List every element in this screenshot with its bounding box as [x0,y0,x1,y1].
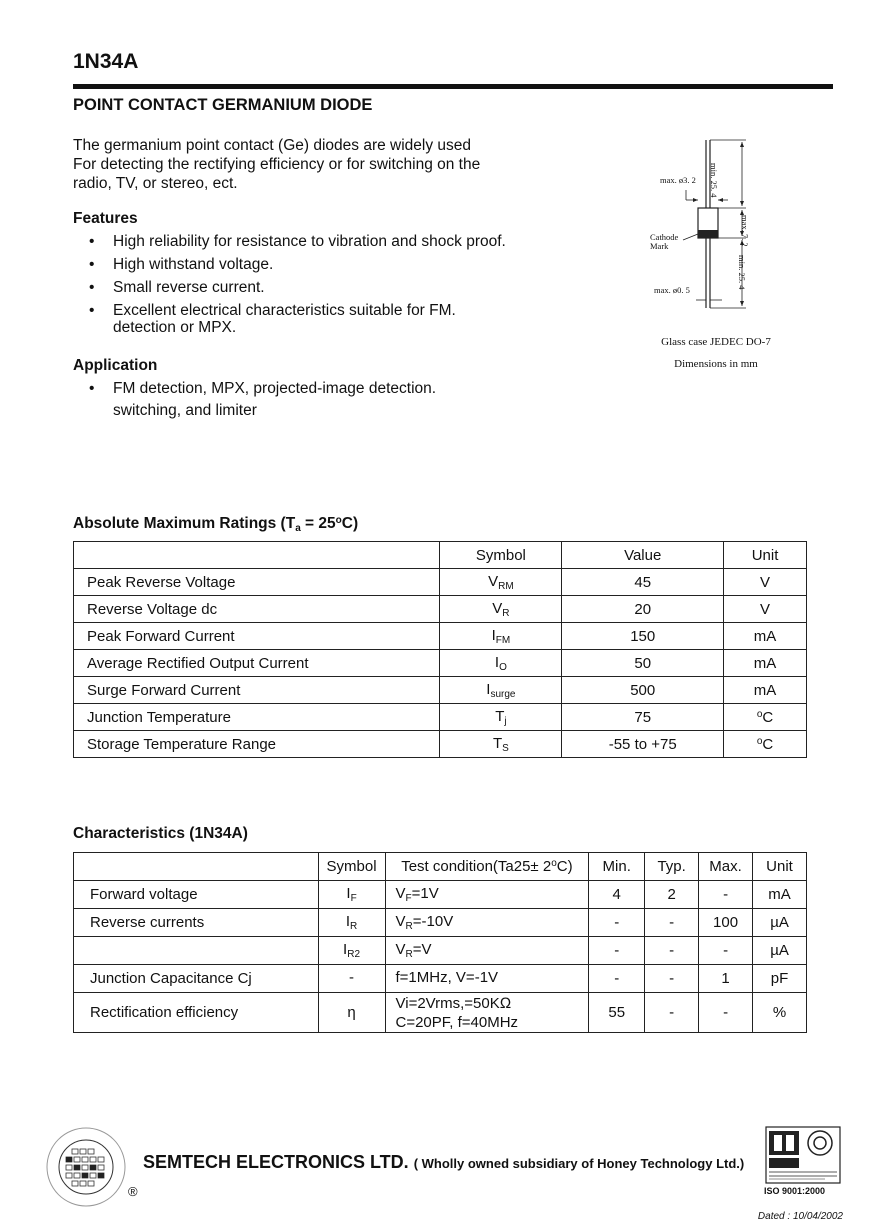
cathode-text: Cathode [650,232,679,242]
table-row [74,623,807,650]
max-diameter-body-label: max. ø3. 2 [660,175,696,185]
symbol-cell: $I_F$ [318,881,385,909]
param-cell: Junction Capacitance Cj [74,965,319,993]
mark-text: Mark [650,241,669,251]
max-cell: - [699,881,753,909]
header-cell: Value [562,542,724,569]
test-condition-cell: $V_R=V$ [385,937,589,965]
table-row [74,881,807,909]
unit-cell: V [724,596,807,623]
table-row [74,731,807,758]
header-cell: Min. [589,853,645,881]
table-row [74,909,807,937]
symbol-cell: $V_R$ [440,596,562,623]
table-row [74,596,807,623]
characteristics-table [73,852,807,1033]
value-cell: 75 [562,704,724,731]
param-cell: Storage Temperature Range [74,731,440,758]
symbol-cell: $I_{R2}$ [318,937,385,965]
min-cell: 55 [589,993,645,1033]
unit-cell: mA [724,650,807,677]
value-cell: 20 [562,596,724,623]
intro-line: radio, TV, or stereo, ect. [73,175,238,192]
bottom-lead-length-label: min. 25. 4 [737,255,747,290]
unit-cell: $^o$C [724,704,807,731]
param-cell: Reverse currents [74,909,319,937]
feature-item: • High withstand voltage. [73,253,573,276]
top-lead-length-label: min. 25. 4 [709,163,719,198]
param-cell: Peak Forward Current [74,623,440,650]
characteristics-heading: Characteristics (1N34A) [73,825,248,842]
symbol-cell: $V_{RM}$ [440,569,562,596]
application-list [73,377,573,400]
subsidiary-text: ( Wholly owned subsidiary of Honey Technology Ltd.) [413,1156,745,1171]
typ-cell: - [645,909,699,937]
value-cell: 500 [562,677,724,704]
feature-item: • High reliability for resistance to vibration and shock proof. [73,230,573,253]
table-row [74,704,807,731]
param-cell: Surge Forward Current [74,677,440,704]
header-cell: Max. [699,853,753,881]
part-number: 1N34A [73,50,139,73]
diagram-caption: Dimensions in mm [674,358,758,370]
typ-cell: 2 [645,881,699,909]
package-diagram [630,130,780,315]
value-cell: 150 [562,623,724,650]
iso-certification-badge [765,1126,841,1184]
intro-line: For detecting the rectifying efficiency or for switching on the [73,156,481,173]
header-cell: Unit [753,853,807,881]
intro-line: The germanium point contact (Ge) diodes are widely used [73,137,472,154]
symbol-cell: $T_S$ [440,731,562,758]
table-row [74,993,807,1033]
table-header-row [74,853,807,881]
max-cell: - [699,993,753,1033]
typ-cell: - [645,965,699,993]
header-cell [74,853,319,881]
page-subtitle: POINT CONTACT GERMANIUM DIODE [73,96,373,114]
max-cell: 100 [699,909,753,937]
test-condition-line: Vi=2Vrms,=50KΩ [395,994,512,1012]
header-cell: Unit [724,542,807,569]
max-diameter-lead-label: max. ø0. 5 [654,285,690,295]
value-cell: 45 [562,569,724,596]
application-item: • FM detection, MPX, projected-image detection. [73,377,573,400]
body-length-label: max. 7. 2 [740,215,750,247]
symbol-cell: - [318,965,385,993]
unit-cell: % [753,993,807,1033]
header-cell [74,542,440,569]
unit-cell: $^o$C [724,731,807,758]
company-logo [45,1126,127,1208]
table-row [74,569,807,596]
symbol-cell: $I_R$ [318,909,385,937]
test-condition-line: C=20PF, f=40MHz [395,1013,519,1031]
header-cell: Typ. [645,853,699,881]
min-cell: - [589,937,645,965]
test-condition-cell [385,993,589,1033]
table-row [74,965,807,993]
symbol-cell: $T_j$ [440,704,562,731]
features-heading: Features [73,210,138,227]
ratings-heading: Absolute Maximum Ratings $(T_a = 25^oC)$ [73,515,359,534]
unit-cell: pF [753,965,807,993]
param-cell: Average Rectified Output Current [74,650,440,677]
unit-cell: mA [753,881,807,909]
param-cell: Forward voltage [74,881,319,909]
min-cell: 4 [589,881,645,909]
application-item-continued: switching, and limiter [113,402,257,419]
unit-cell: mA [724,677,807,704]
feature-item: • Excellent electrical characteristics suitable for FM. [73,299,573,322]
application-heading: Application [73,357,158,374]
symbol-cell: $I_{surge}$ [440,677,562,704]
features-list [73,230,573,322]
unit-cell: µA [753,909,807,937]
test-condition-cell: $V_F=1V$ [385,881,589,909]
unit-cell: V [724,569,807,596]
symbol-cell: $I_{FM}$ [440,623,562,650]
value-cell: 50 [562,650,724,677]
company-name: SEMTECH ELECTRONICS LTD. ( Wholly owned subsidiary of Honey Technology Ltd.) [143,1152,745,1172]
max-cell: 1 [699,965,753,993]
header-cell: Symbol [440,542,562,569]
diagram-caption: Glass case JEDEC DO-7 [661,336,771,348]
header-cell: Symbol [318,853,385,881]
symbol-cell: $I_O$ [440,650,562,677]
feature-item: • Small reverse current. [73,276,573,299]
param-cell [74,937,319,965]
table-header-row [74,542,807,569]
param-cell: Junction Temperature [74,704,440,731]
unit-cell: µA [753,937,807,965]
min-cell: - [589,909,645,937]
ratings-table [73,541,807,758]
min-cell: - [589,965,645,993]
value-cell: -55 to +75 [562,731,724,758]
feature-item-continued: detection or MPX. [113,319,237,336]
table-row [74,937,807,965]
header-cell: Test condition(Ta25± $2^oC$) [385,853,589,881]
iso-standard: ISO 9001:2000 [764,1186,826,1196]
cathode-mark-label [650,233,678,251]
param-cell: Peak Reverse Voltage [74,569,440,596]
registered-mark: ® [128,1184,138,1199]
test-condition-cell: f=1MHz, V=-1V [385,965,589,993]
typ-cell: - [645,937,699,965]
table-row [74,650,807,677]
cathode-band [698,230,718,238]
dated-text: Dated : 10/04/2002 [757,1211,843,1222]
typ-cell: - [645,993,699,1033]
table-row [74,677,807,704]
symbol-cell: η [318,993,385,1033]
test-condition-cell: $V_R=-10V$ [385,909,589,937]
max-cell: - [699,937,753,965]
intro-text [73,136,553,193]
header-rule [73,84,833,89]
unit-cell: mA [724,623,807,650]
param-cell: Rectification efficiency [74,993,319,1033]
param-cell: Reverse Voltage dc [74,596,440,623]
